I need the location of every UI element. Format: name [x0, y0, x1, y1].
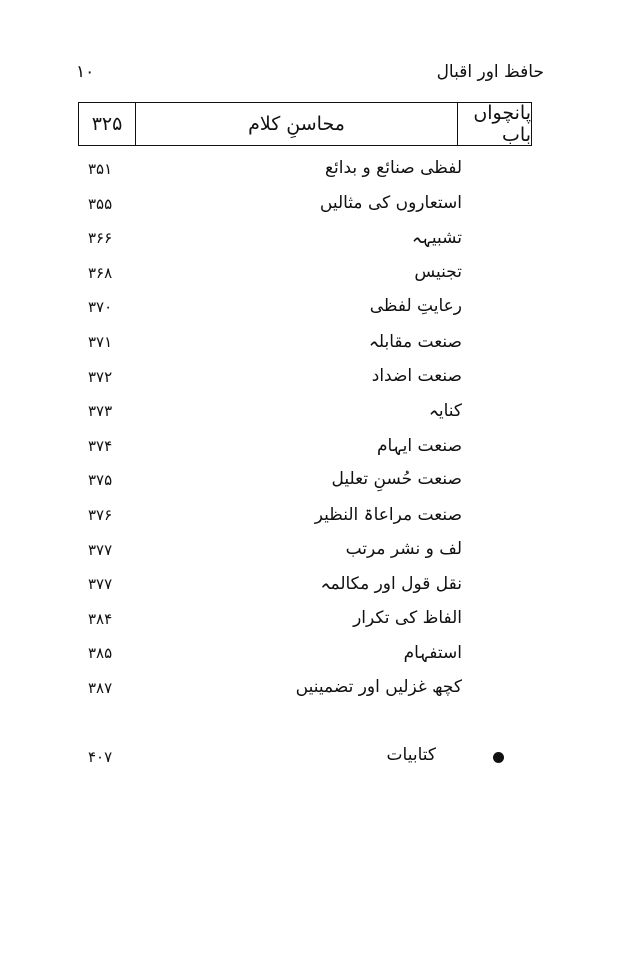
toc-entry-title: استفہام: [403, 643, 462, 664]
appendix-entry: [78, 742, 504, 772]
chapter-title: محاسنِ کلام: [135, 103, 457, 145]
toc-entry-title: تشبیہہ: [411, 228, 462, 249]
toc-entry-page: ۳۷۵: [88, 471, 113, 490]
toc-entry: [78, 152, 462, 187]
toc-entry: [78, 671, 462, 706]
toc-entry-title: کنایہ: [428, 401, 462, 422]
toc-entry-page: ۳۵۵: [88, 194, 113, 213]
toc-entry: [78, 498, 462, 533]
toc-entry-page: ۳۵۱: [88, 160, 113, 178]
toc-entry: [78, 360, 462, 395]
toc-entry-title: استعاروں کی مثالیں: [319, 192, 462, 213]
toc-entry-title: رعایتِ لفظی: [369, 296, 462, 317]
toc-entry-page: ۳۸۴: [88, 609, 113, 628]
toc-entry-title: الفاظ کی تکرار: [353, 607, 462, 628]
toc-entry: [78, 533, 462, 568]
toc-entry-title: نقل قول اور مکالمہ: [320, 574, 462, 595]
running-header: [70, 62, 544, 88]
page-number: ۱۰: [76, 62, 95, 82]
toc-entry-title: صنعت مراعاۃ النظیر: [314, 504, 462, 525]
toc-entry-page: ۳۷۷: [88, 540, 113, 559]
toc-entry-title: صنعت مقابلہ: [368, 331, 462, 352]
toc-entry-page: ۳۷۲: [88, 367, 113, 386]
toc-entry-title: لف و نشر مرتب: [345, 538, 462, 559]
toc-entry-page: ۳۸۷: [88, 678, 113, 697]
toc-entry: [78, 290, 462, 325]
toc-entry: [78, 256, 462, 291]
toc-entry-title: تجنیس: [414, 261, 462, 282]
bullet-icon: [493, 752, 504, 763]
toc-list: [78, 152, 462, 706]
appendix-page-number: ۴۰۷: [88, 748, 113, 766]
toc-entry: [78, 567, 462, 602]
toc-entry-title: صنعت ایہام: [377, 435, 462, 456]
appendix-title: کتابیات: [386, 745, 436, 765]
toc-entry: [78, 429, 462, 464]
toc-entry-page: ۳۷۶: [88, 505, 113, 524]
toc-entry: [78, 325, 462, 360]
chapter-label: پانچواں باب: [457, 103, 531, 145]
toc-entry-page: ۳۸۵: [88, 644, 113, 663]
toc-entry-title: صنعت اضداد: [371, 365, 462, 386]
toc-entry-title: کچھ غزلیں اور تضمینیں: [295, 676, 462, 697]
toc-entry-page: ۳۷۱: [88, 332, 113, 351]
toc-entry: [78, 221, 462, 256]
toc-entry: [78, 602, 462, 637]
toc-entry-page: ۳۷۳: [88, 402, 113, 421]
toc-entry: [78, 394, 462, 429]
chapter-page-number: ۳۲۵: [91, 113, 123, 135]
toc-entry-title: لفظی صنائع و بدائع: [325, 158, 462, 178]
toc-entry-page: ۳۷۴: [88, 436, 113, 455]
running-title: حافظ اور اقبال: [436, 62, 544, 82]
toc-entry: [78, 463, 462, 498]
toc-entry-page: ۳۶۶: [88, 229, 113, 248]
toc-entry-page: ۳۷۷: [88, 575, 113, 594]
chapter-heading-box: [78, 102, 532, 146]
toc-entry-page: ۳۷۰: [88, 298, 113, 317]
toc-entry-title: صنعت حُسنِ تعلیل: [331, 469, 462, 490]
toc-entry-page: ۳۶۸: [88, 263, 113, 282]
toc-entry: [78, 636, 462, 671]
toc-entry: [78, 187, 462, 222]
